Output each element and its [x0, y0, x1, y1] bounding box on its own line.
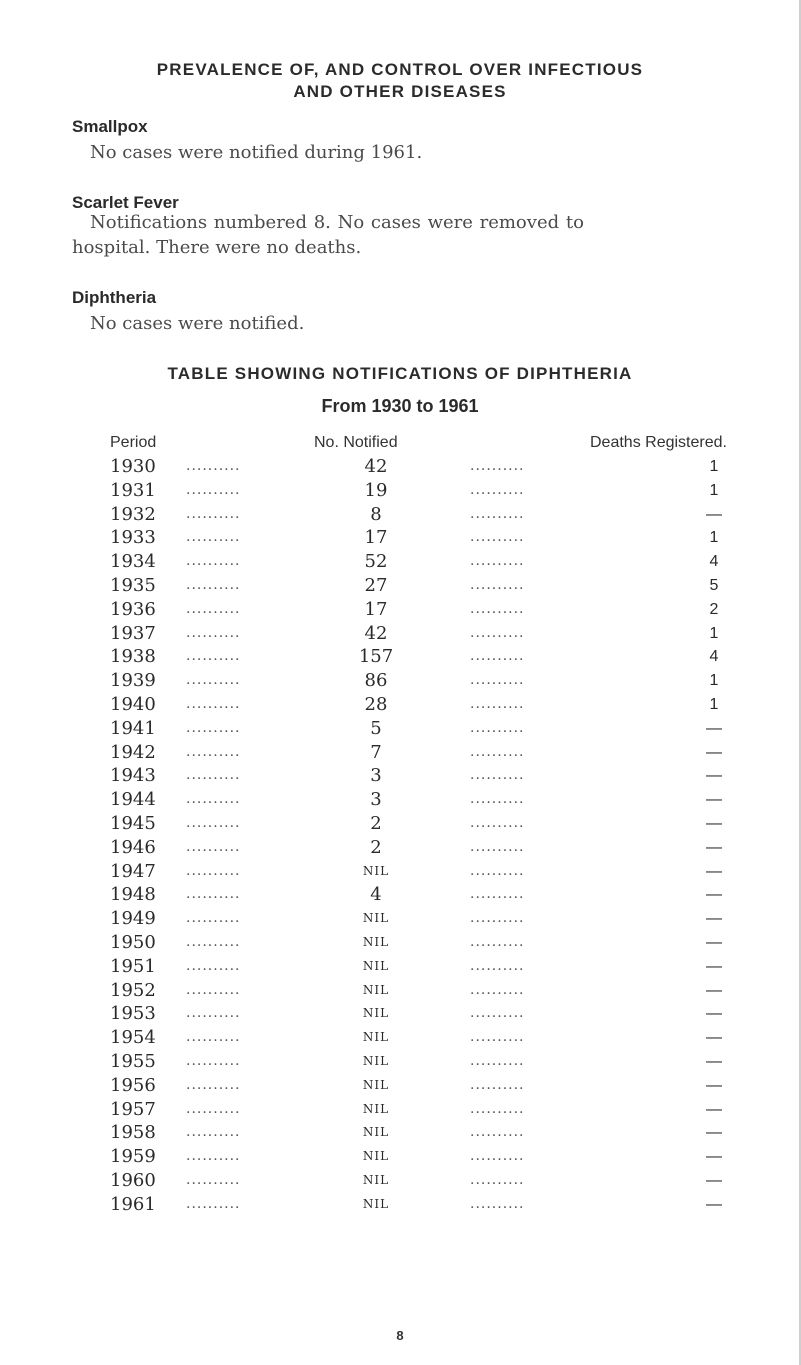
year-cell: 1946 — [110, 836, 156, 858]
smallpox-text: No cases were notified during 1961. — [90, 142, 423, 163]
notified-cell: 52 — [364, 551, 388, 573]
diphtheria-text: No cases were notified. — [90, 313, 305, 334]
dot-leader: .......... — [470, 529, 525, 546]
scarlet-fever-text-line-1: Notifications numbered 8. No cases were removed to — [90, 212, 584, 233]
notified-cell: NIL — [362, 1172, 390, 1187]
dot-leader: .......... — [470, 933, 525, 950]
dot-leader: .......... — [470, 505, 525, 522]
dot-leader: .......... — [186, 814, 241, 831]
year-cell: 1947 — [110, 860, 156, 882]
year-cell: 1958 — [110, 1122, 156, 1144]
deaths-cell: — — [706, 1195, 722, 1213]
page-number: 8 — [396, 1328, 404, 1343]
dot-leader: .......... — [186, 529, 241, 546]
dot-leader: .......... — [470, 814, 525, 831]
dot-leader: .......... — [470, 576, 525, 593]
notified-cell: 27 — [364, 574, 388, 596]
notified-cell: NIL — [362, 958, 390, 973]
dot-leader: .......... — [470, 886, 525, 903]
year-cell: 1948 — [110, 884, 156, 906]
year-cell: 1960 — [110, 1169, 156, 1191]
table-row — [0, 526, 801, 550]
dot-leader: .......... — [186, 1124, 241, 1141]
notified-cell: NIL — [362, 934, 390, 949]
dot-leader: .......... — [186, 624, 241, 641]
dot-leader: .......... — [470, 1148, 525, 1165]
dot-leader: .......... — [470, 910, 525, 927]
dot-leader: .......... — [470, 1124, 525, 1141]
dot-leader: .......... — [186, 1005, 241, 1022]
notified-cell: NIL — [362, 1077, 390, 1092]
deaths-cell: — — [706, 957, 722, 975]
table-row — [0, 598, 801, 622]
deaths-cell: — — [706, 719, 722, 737]
deaths-cell: — — [706, 505, 722, 523]
diphtheria-heading: Diphtheria — [72, 288, 157, 307]
table-row — [0, 883, 801, 907]
table-row — [0, 693, 801, 717]
notified-cell: 2 — [370, 836, 382, 858]
table-row — [0, 1121, 801, 1145]
dot-leader: .......... — [470, 862, 525, 879]
year-cell: 1942 — [110, 741, 156, 763]
dot-leader: .......... — [186, 1076, 241, 1093]
dot-leader: .......... — [186, 862, 241, 879]
table-row — [0, 574, 801, 598]
deaths-cell: — — [706, 814, 722, 832]
year-cell: 1941 — [110, 717, 156, 739]
notified-cell: 157 — [358, 646, 394, 668]
table-row — [0, 788, 801, 812]
dot-leader: .......... — [470, 1052, 525, 1069]
dot-leader: .......... — [470, 553, 525, 570]
dot-leader: .......... — [470, 1076, 525, 1093]
table-row — [0, 1098, 801, 1122]
table-row — [0, 1145, 801, 1169]
table-row — [0, 741, 801, 765]
deaths-cell: 1 — [709, 672, 719, 690]
dot-leader: .......... — [470, 791, 525, 808]
year-cell: 1933 — [110, 527, 156, 549]
dot-leader: .......... — [186, 933, 241, 950]
notified-cell: NIL — [362, 1006, 390, 1021]
dot-leader: .......... — [186, 1100, 241, 1117]
dot-leader: .......... — [470, 1100, 525, 1117]
table-row — [0, 979, 801, 1003]
deaths-cell: 2 — [709, 600, 719, 618]
table-row — [0, 1074, 801, 1098]
table-row — [0, 955, 801, 979]
dot-leader: .......... — [186, 1052, 241, 1069]
smallpox-heading: Smallpox — [72, 117, 148, 136]
notified-cell: 8 — [370, 503, 382, 525]
scarlet-fever-heading: Scarlet Fever — [72, 193, 179, 212]
year-cell: 1957 — [110, 1098, 156, 1120]
year-cell: 1959 — [110, 1146, 156, 1168]
dot-leader: .......... — [186, 458, 241, 474]
deaths-cell: — — [706, 910, 722, 928]
year-cell: 1934 — [110, 551, 156, 573]
table-row — [0, 1169, 801, 1193]
notified-cell: NIL — [362, 1030, 390, 1045]
dot-leader: .......... — [470, 743, 525, 760]
deaths-cell: 5 — [709, 576, 719, 594]
dot-leader: .......... — [186, 1195, 241, 1212]
year-cell: 1951 — [110, 955, 156, 977]
page-title-line-2: AND OTHER DISEASES — [293, 82, 507, 101]
notified-cell: 3 — [370, 789, 382, 811]
notified-cell: NIL — [362, 982, 390, 997]
year-cell: 1945 — [110, 812, 156, 834]
page-title-line-1: PREVALENCE OF, AND CONTROL OVER INFECTIOUS — [156, 60, 644, 79]
dot-leader: .......... — [470, 672, 525, 689]
dot-leader: .......... — [186, 1171, 241, 1188]
dot-leader: .......... — [470, 624, 525, 641]
notified-cell: NIL — [362, 1149, 390, 1164]
column-header-notified: No. Notified — [314, 434, 398, 451]
dot-leader: .......... — [470, 767, 525, 784]
year-cell: 1952 — [110, 979, 156, 1001]
table-row — [0, 455, 801, 479]
dot-leader: .......... — [186, 743, 241, 760]
dot-leader: .......... — [186, 505, 241, 522]
deaths-cell: — — [706, 1124, 722, 1142]
notified-cell: 2 — [370, 812, 382, 834]
notified-cell: 3 — [370, 765, 382, 787]
table-row — [0, 860, 801, 884]
year-cell: 1935 — [110, 574, 156, 596]
table-row — [0, 1002, 801, 1026]
dot-leader: .......... — [470, 481, 525, 498]
year-cell: 1961 — [110, 1193, 156, 1215]
year-cell: 1956 — [110, 1074, 156, 1096]
notified-cell: 86 — [364, 670, 388, 692]
dot-leader: .......... — [186, 553, 241, 570]
notified-cell: 17 — [364, 527, 388, 549]
year-cell: 1939 — [110, 670, 156, 692]
notified-cell: NIL — [362, 1125, 390, 1140]
table-row — [0, 503, 801, 527]
deaths-cell: — — [706, 1148, 722, 1166]
dot-leader: .......... — [186, 600, 241, 617]
notified-cell: NIL — [362, 1196, 390, 1211]
dot-leader: .......... — [186, 957, 241, 974]
deaths-cell: 1 — [709, 529, 719, 547]
table-row — [0, 907, 801, 931]
year-cell: 1949 — [110, 908, 156, 930]
notified-cell: 19 — [364, 479, 388, 501]
notified-cell: 7 — [370, 741, 382, 763]
dot-leader: .......... — [470, 1195, 525, 1212]
deaths-cell: 1 — [709, 458, 719, 475]
dot-leader: .......... — [186, 981, 241, 998]
dot-leader: .......... — [186, 767, 241, 784]
deaths-cell: — — [706, 791, 722, 809]
table-row — [0, 622, 801, 646]
table-row — [0, 669, 801, 693]
year-cell: 1940 — [110, 693, 156, 715]
dot-leader: .......... — [186, 1148, 241, 1165]
dot-leader: .......... — [186, 910, 241, 927]
dot-leader: .......... — [186, 886, 241, 903]
dot-leader: .......... — [186, 672, 241, 689]
column-header-deaths: Deaths Registered. — [590, 434, 727, 451]
dot-leader: .......... — [470, 1171, 525, 1188]
table-row — [0, 836, 801, 860]
table-row — [0, 764, 801, 788]
deaths-cell: — — [706, 1171, 722, 1189]
dot-leader: .......... — [470, 838, 525, 855]
table-row — [0, 812, 801, 836]
dot-leader: .......... — [186, 1029, 241, 1046]
deaths-cell: — — [706, 743, 722, 761]
deaths-cell: 4 — [709, 648, 719, 666]
notified-cell: NIL — [362, 1053, 390, 1068]
year-cell: 1932 — [110, 503, 156, 525]
year-cell: 1950 — [110, 931, 156, 953]
deaths-cell: — — [706, 886, 722, 904]
year-cell: 1936 — [110, 598, 156, 620]
column-header-period: Period — [110, 434, 157, 451]
table-row — [0, 1050, 801, 1074]
notified-cell: 42 — [364, 622, 388, 644]
notified-cell: NIL — [362, 911, 390, 926]
table-title: TABLE SHOWING NOTIFICATIONS OF DIPHTHERIA — [167, 364, 633, 383]
table-subtitle: From 1930 to 1961 — [321, 396, 479, 416]
year-cell: 1931 — [110, 479, 156, 501]
dot-leader: .......... — [186, 481, 241, 498]
table-row — [0, 550, 801, 574]
deaths-cell: 1 — [709, 481, 719, 499]
notified-cell: NIL — [362, 863, 390, 878]
dot-leader: .......... — [186, 838, 241, 855]
dot-leader: .......... — [470, 981, 525, 998]
dot-leader: .......... — [186, 648, 241, 665]
table-row — [0, 479, 801, 503]
deaths-cell: — — [706, 981, 722, 999]
deaths-cell: 1 — [709, 624, 719, 642]
table-row — [0, 1026, 801, 1050]
deaths-cell: — — [706, 838, 722, 856]
dot-leader: .......... — [470, 719, 525, 736]
dot-leader: .......... — [470, 458, 525, 474]
scarlet-fever-text-line-2: hospital. There were no deaths. — [72, 237, 362, 258]
dot-leader: .......... — [470, 600, 525, 617]
year-cell: 1943 — [110, 765, 156, 787]
diphtheria-table-body — [0, 455, 801, 1217]
dot-leader: .......... — [470, 648, 525, 665]
deaths-cell: 4 — [709, 553, 719, 571]
notified-cell: 28 — [364, 693, 388, 715]
year-cell: 1930 — [110, 456, 156, 477]
deaths-cell: — — [706, 1100, 722, 1118]
table-row — [0, 1193, 801, 1217]
dot-leader: .......... — [470, 1029, 525, 1046]
year-cell: 1955 — [110, 1050, 156, 1072]
table-row — [0, 931, 801, 955]
dot-leader: .......... — [470, 1005, 525, 1022]
table-row — [0, 645, 801, 669]
deaths-cell: — — [706, 862, 722, 880]
notified-cell: 17 — [364, 598, 388, 620]
year-cell: 1954 — [110, 1027, 156, 1049]
year-cell: 1938 — [110, 646, 156, 668]
dot-leader: .......... — [470, 957, 525, 974]
notified-cell: 4 — [370, 884, 382, 906]
dot-leader: .......... — [470, 695, 525, 712]
dot-leader: .......... — [186, 791, 241, 808]
deaths-cell: — — [706, 1029, 722, 1047]
deaths-cell: — — [706, 1052, 722, 1070]
dot-leader: .......... — [186, 695, 241, 712]
deaths-cell: — — [706, 767, 722, 785]
table-row — [0, 717, 801, 741]
notified-cell: 42 — [364, 456, 388, 477]
deaths-cell: 1 — [709, 695, 719, 713]
deaths-cell: — — [706, 1076, 722, 1094]
dot-leader: .......... — [186, 576, 241, 593]
deaths-cell: — — [706, 1005, 722, 1023]
year-cell: 1944 — [110, 789, 156, 811]
dot-leader: .......... — [186, 719, 241, 736]
year-cell: 1937 — [110, 622, 156, 644]
year-cell: 1953 — [110, 1003, 156, 1025]
notified-cell: NIL — [362, 1101, 390, 1116]
notified-cell: 5 — [370, 717, 382, 739]
deaths-cell: — — [706, 933, 722, 951]
